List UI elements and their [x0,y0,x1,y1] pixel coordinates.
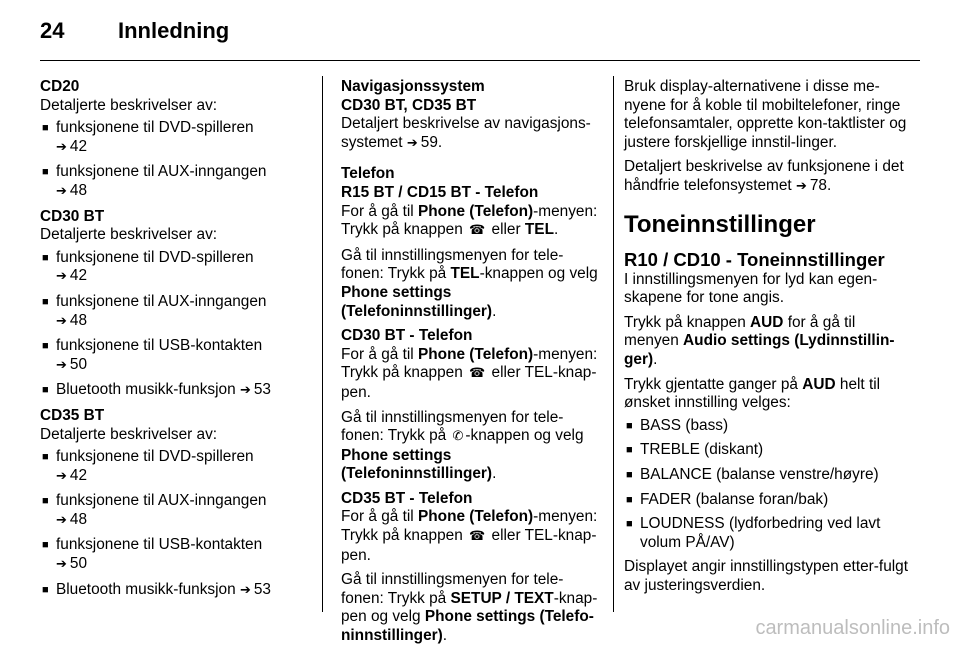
list-item: ■ funksjonene til USB-kontakten ➔ 50 [40,536,300,574]
cd20-heading: CD20 [40,78,80,95]
list-item: ■ funksjonene til DVD-spilleren ➔ 42 [40,249,300,287]
cd30-telefon-heading: CD30 BT - Telefon [341,327,473,345]
list-item: ■ funksjonene til AUX-inngangen ➔ 48 [40,492,300,530]
cd35-heading: CD35 BT [40,406,105,424]
page-ref-icon: ➔ [56,468,67,484]
page-ref[interactable]: 48 [69,510,88,528]
col3-paragraph-1: Bruk display-alternativene i disse me-nyene for å koble til mobiltelefoner, ringe telefonsamtaler, opprette kon-taktlister og justere forskjellige innstil-linger. [624,78,907,151]
watermark: carmanualsonline.info [755,617,950,639]
r15-paragraph-2: Gå til innstillingsmenyen for tele-fonen: Trykk på TEL-knappen og velg Phone settings (Telefoninnstillinger). [341,246,598,320]
col3-paragraph-4: Displayet angir innstillingstypen etter-fulgt av justeringsverdien. [624,558,909,594]
list-item: ■ funksjonene til USB-kontakten ➔ 50 [40,337,300,375]
page-ref-icon: ➔ [56,313,67,329]
list-item: ■ funksjonene til DVD-spilleren ➔ 42 [40,448,300,486]
list-item: ■ LOUDNESS (lydforbedring ved lavt volum PÅ/AV) [624,515,910,552]
tone-heading: Toneinnstillinger [624,210,816,238]
page-ref[interactable]: 48 [69,311,88,329]
r10-paragraph-1: I innstillingsmenyen for lyd kan egen-skapene for tone angis. [624,270,878,307]
page-ref-icon: ➔ [795,178,807,194]
list-item: ■ Bluetooth musikk-funksjon ➔ 53 [40,581,300,601]
page-ref[interactable]: 53 [253,381,271,399]
phone-icon: ☎ [469,223,486,239]
page-ref[interactable]: 50 [69,555,88,573]
r10-paragraph-2: Trykk på knappen AUD for å gå til menyen Audio settings (Lydinnstillin-ger). [624,313,895,368]
telefon-heading: Telefon [341,165,395,183]
cd35-intro: Detaljerte beskrivelser av: [40,425,218,443]
r10-paragraph-3: Trykk gjentatte ganger på AUD helt til ønsket innstilling velges: [624,375,881,412]
page-ref[interactable]: 50 [69,355,88,373]
page-ref-icon: ➔ [56,357,67,373]
page-ref-icon: ➔ [406,135,418,151]
cd35-telefon-heading: CD35 BT - Telefon [341,489,473,507]
page-number: 24 [40,18,65,43]
list-item: ■ Bluetooth musikk-funksjon ➔ 53 [40,381,300,401]
cd20-list [40,119,300,201]
page-ref-icon: ➔ [56,557,67,573]
page-title: Innledning [118,18,230,43]
column-2 [341,78,603,652]
cd30-list [40,249,300,401]
header-rule [40,60,920,61]
r15-heading: R15 BT / CD15 BT - Telefon [341,183,539,201]
phone-icon: ☎ [469,529,486,545]
page-ref[interactable]: 42 [69,466,88,484]
page-ref-icon: ➔ [56,512,67,528]
page-ref-icon: ➔ [239,383,251,399]
phone-menu-icon: ✆ [452,429,464,445]
page-ref[interactable]: 59. [420,133,443,151]
nav-text: Detaljert beskrivelse av navigasjons-systemet ➔ 59. [341,115,591,151]
page-header [40,18,229,50]
list-item: ■ FADER (balanse foran/bak) [624,491,910,510]
cd35-list [40,448,300,600]
page-ref[interactable]: 78. [809,176,832,194]
nav-subheading: CD30 BT, CD35 BT [341,96,477,114]
cd30-paragraph-1: For å gå til Phone (Telefon)-menyen: Trykk på knappen ☎ eller TEL-knap-pen. [341,345,598,401]
col3-paragraph-2: Detaljert beskrivelse av funksjonene i det håndfrie telefonsystemet ➔ 78. [624,158,904,194]
page-ref-icon: ➔ [56,183,67,199]
list-item: ■ funksjonene til AUX-inngangen ➔ 48 [40,163,300,201]
r15-paragraph-1: For å gå til Phone (Telefon)-menyen: Trykk på knappen ☎ eller TEL. [341,202,598,239]
column-3 [624,78,910,601]
phone-icon: ☎ [469,366,486,382]
list-item: ■ funksjonene til DVD-spilleren ➔ 42 [40,119,300,157]
list-item: ■ BASS (bass) [624,417,910,436]
cd30-heading: CD30 BT [40,207,105,225]
column-1 [40,78,300,606]
list-item: ■ TREBLE (diskant) [624,441,910,460]
column-divider [322,76,323,612]
cd20-intro: Detaljerte beskrivelser av: [40,96,218,114]
cd30-intro: Detaljerte beskrivelser av: [40,226,218,244]
page-ref[interactable]: 42 [69,137,88,155]
list-item: ■ funksjonene til AUX-inngangen ➔ 48 [40,293,300,331]
column-divider [613,76,614,612]
r10-heading: R10 / CD10 - Toneinnstillinger [624,248,885,270]
page-ref[interactable]: 53 [253,580,271,598]
page-ref-icon: ➔ [56,269,67,285]
list-item: ■ BALANCE (balanse venstre/høyre) [624,466,910,485]
page-ref-icon: ➔ [56,139,67,155]
cd35-paragraph-2: Gå til innstillingsmenyen for tele-fonen: Trykk på SETUP / TEXT-knap-pen og velg Phone settings (Telefo-ninnstillinger). [341,571,598,645]
page-ref[interactable]: 42 [69,267,88,285]
nav-heading: Navigasjonssystem [341,78,485,95]
page-ref[interactable]: 48 [69,181,88,199]
page-ref-icon: ➔ [239,582,251,598]
cd30-paragraph-2: Gå til innstillingsmenyen for tele-fonen: Trykk på ✆ -knappen og velg Phone settings (Telefoninnstillinger). [341,408,584,483]
cd35-paragraph-1: For å gå til Phone (Telefon)-menyen: Trykk på knappen ☎ eller TEL-knap-pen. [341,508,598,564]
tone-settings-list [624,417,910,553]
